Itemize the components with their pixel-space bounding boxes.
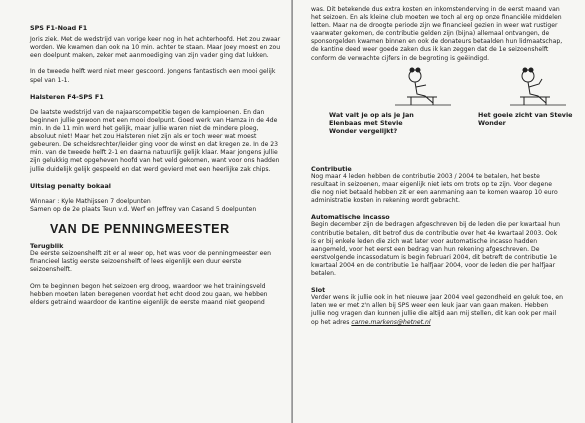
right-page (293, 0, 585, 423)
match-heading-noad: SPS F1-Noad F1 (30, 24, 88, 32)
match-heading-halsteren: Halsteren F4-SPS F1 (30, 92, 104, 101)
review-paragraph-2: Om te beginnen begon het seizoen erg droog, waardoor we het trainingsveld hebben moeten laten beregenen voordat het echt dood zou gaan, we hebben elders getraind waardoor de kantine eigenlijk de eerste maand niet geopend (30, 282, 268, 306)
match-report-halsteren: De laatste wedstrijd van de najaarscompetitie tegen de kampioenen. En dan beginnen jullie gewoon met een mooi doelpunt. Goed werk van Hamza in de 4de min. In de 11 min werd het gelijk, maar jullie waren niet de mindere ploeg, absoluut niet! Maar het zou Halsteren niet zijn als er toch weer wat moest gebeuren. De scheidsrechter/leider ging voor de winst en dat kregen ze. In de 23 min. van de tweede helft 2-1 en daarna natuurlijk gelijk klaar. Maar jongens jullie zijn gelukkig met opgeheven hoofd van het veld gekomen, want voor ons hadden jullie duidelijk gelijk gespeeld en dat werd gevierd met een heerlijke zak chips. (30, 108, 280, 173)
contribution-heading: Contributie (311, 164, 352, 173)
penalty-winner: Winnaar : Kyle Mathijssen 7 doelpunten (30, 197, 151, 205)
cartoon-figure-icon (393, 67, 453, 107)
review-paragraph-1: De eerste seizoenshelft zit er al weer op, het was voor de penningmeester een financieel lastig eerste seizoenshelft of lees eigenlijk een duur eerste seizoenshelft. (30, 250, 271, 274)
closing-text: Verder wens ik jullie ook in het nieuwe jaar 2004 veel gezondheid en geluk toe, en laten we er met z'n allen bij SPS weer een leuk jaar van gaan maken. Hebben jullie nog vragen dan kunnen jullie die altijd aan mij stellen, dit kan ook per mail op het adres (311, 294, 563, 326)
closing-paragraph (311, 294, 563, 326)
match-report-noad-1: Joris ziek. Met de wedstrijd van vorige keer nog in het achterhoofd. Het zou zwaar worden. We kwamen dan ook na 10 min. achter te staan. Maar Joey moest en zou een doelpunt maken, zeker met aanmoediging van zijn vader ging dat lukken. (30, 36, 281, 60)
incasso-paragraph: Begin december zijn de bedragen afgeschreven bij de leden die per kwartaal hun contributie betalen, dit betrof dus de contributie over het 4e kwartaal 2003. Ook is er bij enkele leden die zich wat later voor automatische incasso hadden aangemeld, voor het eerst een bedrag van hun rekening afgeschreven. De eerstvolgende incassodatum is begin februari 2004, dit betreft de contributie 1e kwartaal 2004 en de contributie 1e halfjaar 2004, voor de leden die per halfjaar betalen. (311, 221, 560, 277)
treasurer-title: VAN DE PENNINGMEESTER (50, 222, 230, 237)
match-report-noad-2: In de tweede helft werd niet meer gescoord. Jongens fantastisch een mooi gelijk spel van 1-1. (30, 68, 276, 84)
cartoon-caption-2: Het goeie zicht van Stevie Wonder (478, 110, 573, 128)
finance-continued: was. Dit betekende dus extra kosten en inkomstenderving in de eerst maand van het seizoen. En als kleine club moeten we toch al erg op onze financiële middelen letten. Maar na de droogte periode zijn we financieel gezien in weer wat rustiger vaarwater gekomen, de contributie gelden zijn (bijna) allemaal ontvangen, de sponsorgelden kwamen binnen en ook de donateurs betaalden hun lidmaatschap, de kantine deed weer goede zaken dus ik kan zeggen dat de 1e seizoenshelft conform de verwachte cijfers in de begroting is geëindigd. (311, 6, 563, 62)
penalty-second: Samen op de 2e plaats Teun v.d. Werf en Jeffrey van Casand 5 doelpunten (30, 205, 257, 213)
incasso-heading: Automatische incasso (311, 213, 390, 222)
penalty-heading: Uitslag penalty bokaal (30, 181, 111, 190)
left-page (0, 0, 292, 423)
contribution-paragraph: Nog maar 4 leden hebben de contributie 2003 / 2004 te betalen, het beste resultaat in seizoenen, maar eigenlijk niet iets om trots op te zijn. Voor degene die nog niet betaald hebben zit er een aanmaning aan te komen waarop 10 euro administratie kosten in rekening wordt gebracht. (311, 172, 558, 205)
cartoon-figure-icon (508, 67, 568, 107)
closing-heading: Slot (311, 286, 326, 295)
email-link[interactable]: carne.markens@hetnet.nl (351, 318, 431, 326)
review-heading: Terugblik (30, 242, 64, 251)
cartoon-strip (311, 67, 573, 163)
cartoon-caption-1: Wat valt je op als je Jan Elenbaas met Stevie Wonder vergelijkt? (329, 110, 414, 136)
